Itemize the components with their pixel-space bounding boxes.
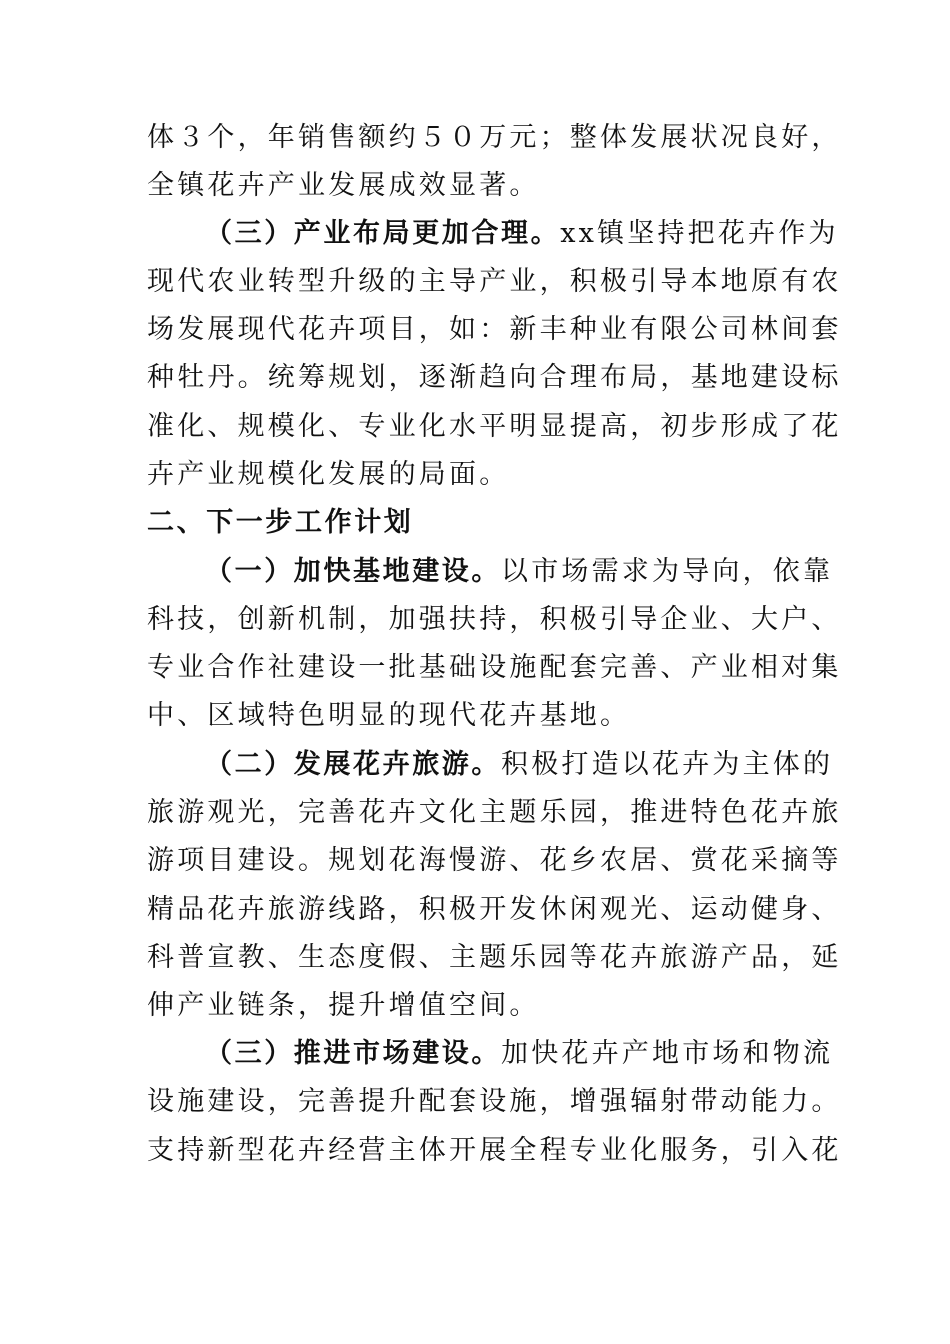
section-3-paragraph-start — [205, 215, 839, 253]
plan-1-heading: （一）加快基地建设。 — [205, 556, 501, 587]
text-line: 中、区域特色明显的现代花卉基地。 — [147, 700, 631, 731]
plan-2-heading: （二）发展花卉旅游。 — [205, 749, 501, 780]
text-line: 现代农业转型升级的主导产业，积极引导本地原有农 — [147, 266, 842, 297]
text-line: 卉产业规模化发展的局面。 — [147, 459, 510, 490]
text-line: 科普宣教、生态度假、主题乐园等花卉旅游产品，延 — [147, 942, 842, 973]
text-line: 旅游观光，完善花卉文化主题乐园，推进特色花卉旅 — [147, 797, 842, 828]
text-line: 伸产业链条，提升增值空间。 — [147, 990, 540, 1021]
plan-3-text: 加快花卉产地市场和物流 — [501, 1038, 834, 1069]
plan-3-paragraph-start — [205, 1035, 834, 1073]
text-line: 游项目建设。规划花海慢游、花乡农居、赏花采摘等 — [147, 845, 842, 876]
plan-1-text: 以市场需求为导向，依靠 — [501, 556, 834, 587]
text-line: 种牡丹。统筹规划，逐渐趋向合理布局，基地建设标 — [147, 362, 842, 393]
text-line: 体３个，年销售额约５０万元；整体发展状况良好， — [147, 122, 842, 153]
plan-2-text: 积极打造以花卉为主体的 — [501, 749, 834, 780]
text-line: 科技，创新机制，加强扶持，积极引导企业、大户、 — [147, 604, 842, 635]
text-line: 准化、规模化、专业化水平明显提高，初步形成了花 — [147, 411, 842, 442]
section-3-text: xx镇坚持把花卉作为 — [560, 218, 839, 249]
text-line: 精品花卉旅游线路，积极开发休闲观光、运动健身、 — [147, 894, 842, 925]
section-heading: 二、下一步工作计划 — [147, 507, 414, 538]
text-line: 专业合作社建设一批基础设施配套完善、产业相对集 — [147, 652, 842, 683]
section-3-heading: （三）产业布局更加合理。 — [205, 218, 561, 249]
text-line: 支持新型花卉经营主体开展全程专业化服务，引入花 — [147, 1135, 842, 1166]
text-line: 设施建设，完善提升配套设施，增强辐射带动能力。 — [147, 1086, 842, 1117]
plan-1-paragraph-start — [205, 553, 834, 591]
plan-3-heading: （三）推进市场建设。 — [205, 1038, 501, 1069]
text-line: 全镇花卉产业发展成效显著。 — [147, 170, 540, 201]
plan-2-paragraph-start — [205, 746, 834, 784]
text-line: 场发展现代花卉项目，如：新丰种业有限公司林间套 — [147, 314, 842, 345]
